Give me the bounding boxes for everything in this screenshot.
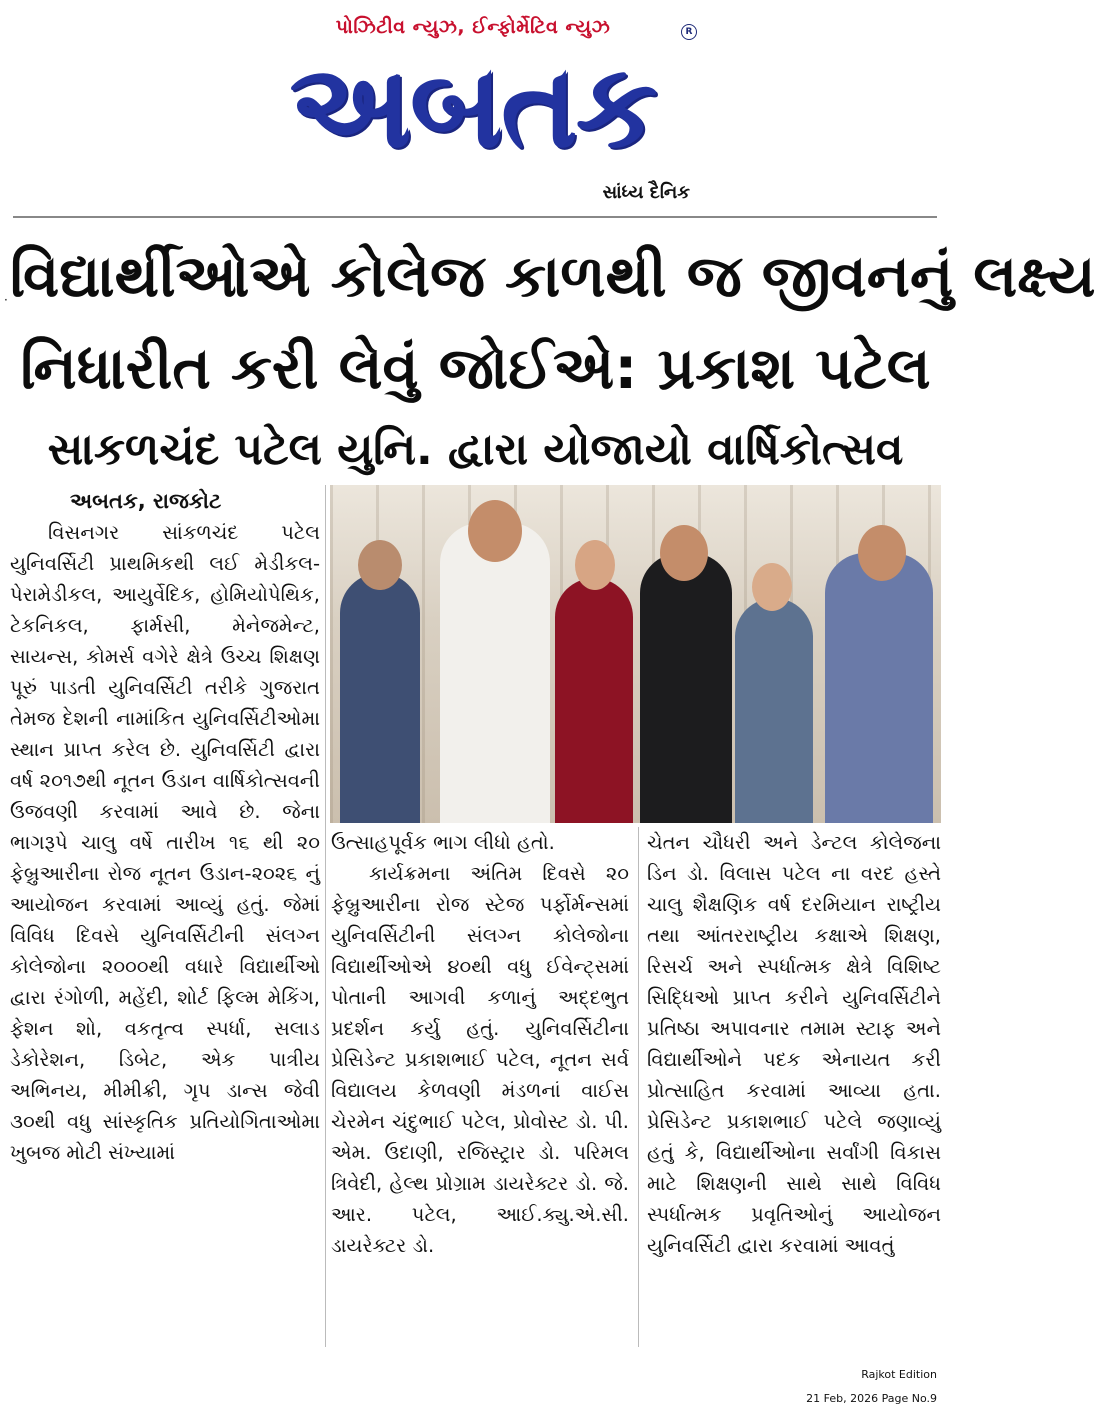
column-rule-2: [638, 827, 639, 1347]
article-column-3: [647, 827, 941, 1261]
footer-date-page: 21 Feb, 2026 Page No.9: [806, 1392, 937, 1405]
masthead: [0, 0, 951, 210]
newspaper-logo: અબતક: [289, 39, 656, 174]
photo-head-4: [660, 525, 708, 581]
photo-head-1: [358, 540, 402, 590]
photo-person-5: [735, 598, 813, 823]
masthead-tagline: પોઝિટીવ ન્યુઝ, ઈન્ફોર્મેટિવ ન્યુઝ: [335, 16, 611, 38]
photo-person-2: [440, 523, 550, 823]
registered-trademark-icon: R: [681, 24, 697, 40]
article-dateline: અબતક, રાજકોટ: [70, 489, 222, 513]
photo-head-6: [858, 525, 906, 581]
masthead-divider: [13, 216, 937, 218]
photo-person-4: [640, 553, 732, 823]
article-column-2: [331, 827, 629, 1261]
article-column-1: [10, 486, 320, 1168]
edition-type: સાંધ્ય દૈનિક: [602, 182, 690, 203]
column-1-text: વિસનગર સાંકળચંદ પટેલ યુનિવર્સિટી પ્રાથમિકથી લઈ મેડીકલ-પેરામેડીકલ, આયુર્વેદિક, હોમિયોપેથિક, ટેકનિકલ, ફાર્મસી, મેનેજમેન્ટ, સાયન્સ, કોમર્સ વગેરે ક્ષેત્રે ઉચ્ચ શિક્ષણ પૂરું પાડતી યુનિવર્સિટી તરીકે ગુજરાત તેમજ દેશની નામાંકિત યુનિવર્સિટીઓમા સ્થાન પ્રાપ્ત કરેલ છે. યુનિવર્સિટી દ્વારા વર્ષ ૨૦૧૭થી નૂતન ઉડાન વાર્ષિકોત્સવની ઉજવણી કરવામાં આવે છે. જેના ભાગરૂપે ચાલુ વર્ષે તારીખ ૧૬ થી ૨૦ ફેબ્રુઆરીના રોજ નૂતન ઉડાન-૨૦૨૬ નું આયોજન કરવામાં આવ્યું હતું. જેમાં વિવિધ દિવસે યુનિવર્સિટીની સંલગ્ન કોલેજોના ૨૦૦૦થી વધારે વિદ્યાર્થીઓ દ્વારા રંગોળી, મહેંદી, શોર્ટ ફિલ્મ મેકિંગ, ફેશન શો, વકતૃત્વ સ્પર્ધા, સલાડ ડેકોરેશન, ડિબેટ, એક પાત્રીય અભિનય, મીમીક્રી, ગૃપ ડાન્સ જેવી ૩૦થી વધુ સાંસ્કૃતિક પ્રતિયોગિતાઓમા ખુબજ મોટી સંખ્યામાં: [10, 521, 320, 1164]
photo-person-1: [340, 573, 420, 823]
photo-head-5: [752, 563, 792, 611]
photo-person-3: [555, 578, 633, 823]
subheadline: સાકળચંદ પટેલ યુનિ. દ્વારા યોજાયો વાર્ષિકોત્સવ: [47, 424, 904, 475]
column-2-paragraph-2: કાર્યક્રમના અંતિમ દિવસે ૨૦ ફેબ્રુઆરીના રોજ સ્ટેજ પર્ફોર્મન્સમાં યુનિવર્સિટીની સંલગ્ન કોલેજોના વિદ્યાર્થીઓએ ૪૦થી વધુ ઈવેન્ટ્સમાં પોતાની આગવી કળાનું અદ્દભુત પ્રદર્શન કર્યુ હતું. યુનિવર્સિટીના પ્રેસિડેન્ટ પ્રકાશભાઈ પટેલ, નૂતન સર્વ વિદ્યાલય કેળવણી મંડળનાં વાઈસ ચેરમેન ચંદુભાઈ પટેલ, પ્રોવોસ્ટ ડો. પી. એમ. ઉદાણી, રજિસ્ટ્રાર ડો. પરિમલ ત્રિવેદી, હેલ્થ પ્રોગ્રામ ડાયરેક્ટર ડો. જે. આર. પટેલ, આઈ.ક્યુ.એ.સી. ડાયરેક્ટર ડો.: [331, 862, 629, 1257]
photo-person-6: [825, 553, 933, 823]
column-rule-1: [325, 485, 326, 1347]
footer-edition: Rajkot Edition: [861, 1368, 937, 1381]
headline-line-2: નિધારીત કરી લેવું જોઈએ: પ્રકાશ પટેલ: [20, 334, 931, 402]
photo-head-2: [468, 500, 522, 562]
column-3-text: ચેતન ચૌધરી અને ડેન્ટલ કોલેજના ડિન ડો. વિલાસ પટેલ ના વરદ હસ્તે ચાલુ શૈક્ષણિક વર્ષ દરમિયાન રાષ્ટ્રીય તથા આંતરરાષ્ટ્રીય કક્ષાએ શિક્ષણ, રિસર્ચ અને સ્પર્ધાત્મક ક્ષેત્રે વિશિષ્ટ સિદ્ધિઓ પ્રાપ્ત કરીને યુનિવર્સિટીને પ્રતિષ્ઠા અપાવનાર તમામ સ્ટાફ અને વિદ્યાર્થીઓને પદક એનાયત કરી પ્રોત્સાહિત કરવામાં આવ્યા હતા. પ્રેસિડેન્ટ પ્રકાશભાઈ પટેલે જણાવ્યું હતું કે, વિદ્યાર્થીઓના સર્વાંગી વિકાસ માટે શિક્ષણની સાથે સાથે વિવિધ સ્પર્ધાત્મક પ્રવૃતિઓનું આયોજન યુનિવર્સિટી દ્વારા કરવામાં આવતું: [647, 831, 941, 1257]
photo-head-3: [575, 540, 615, 590]
bullet-mark-icon: ·: [4, 293, 8, 307]
event-photo: [330, 485, 941, 823]
column-2-paragraph-1: ઉત્સાહપૂર્વક ભાગ લીધો હતો.: [331, 831, 555, 854]
headline-line-1: વિદ્યાર્થીઓએ કોલેજ કાળથી જ જીવનનું લક્ષ્ય: [10, 242, 1096, 310]
